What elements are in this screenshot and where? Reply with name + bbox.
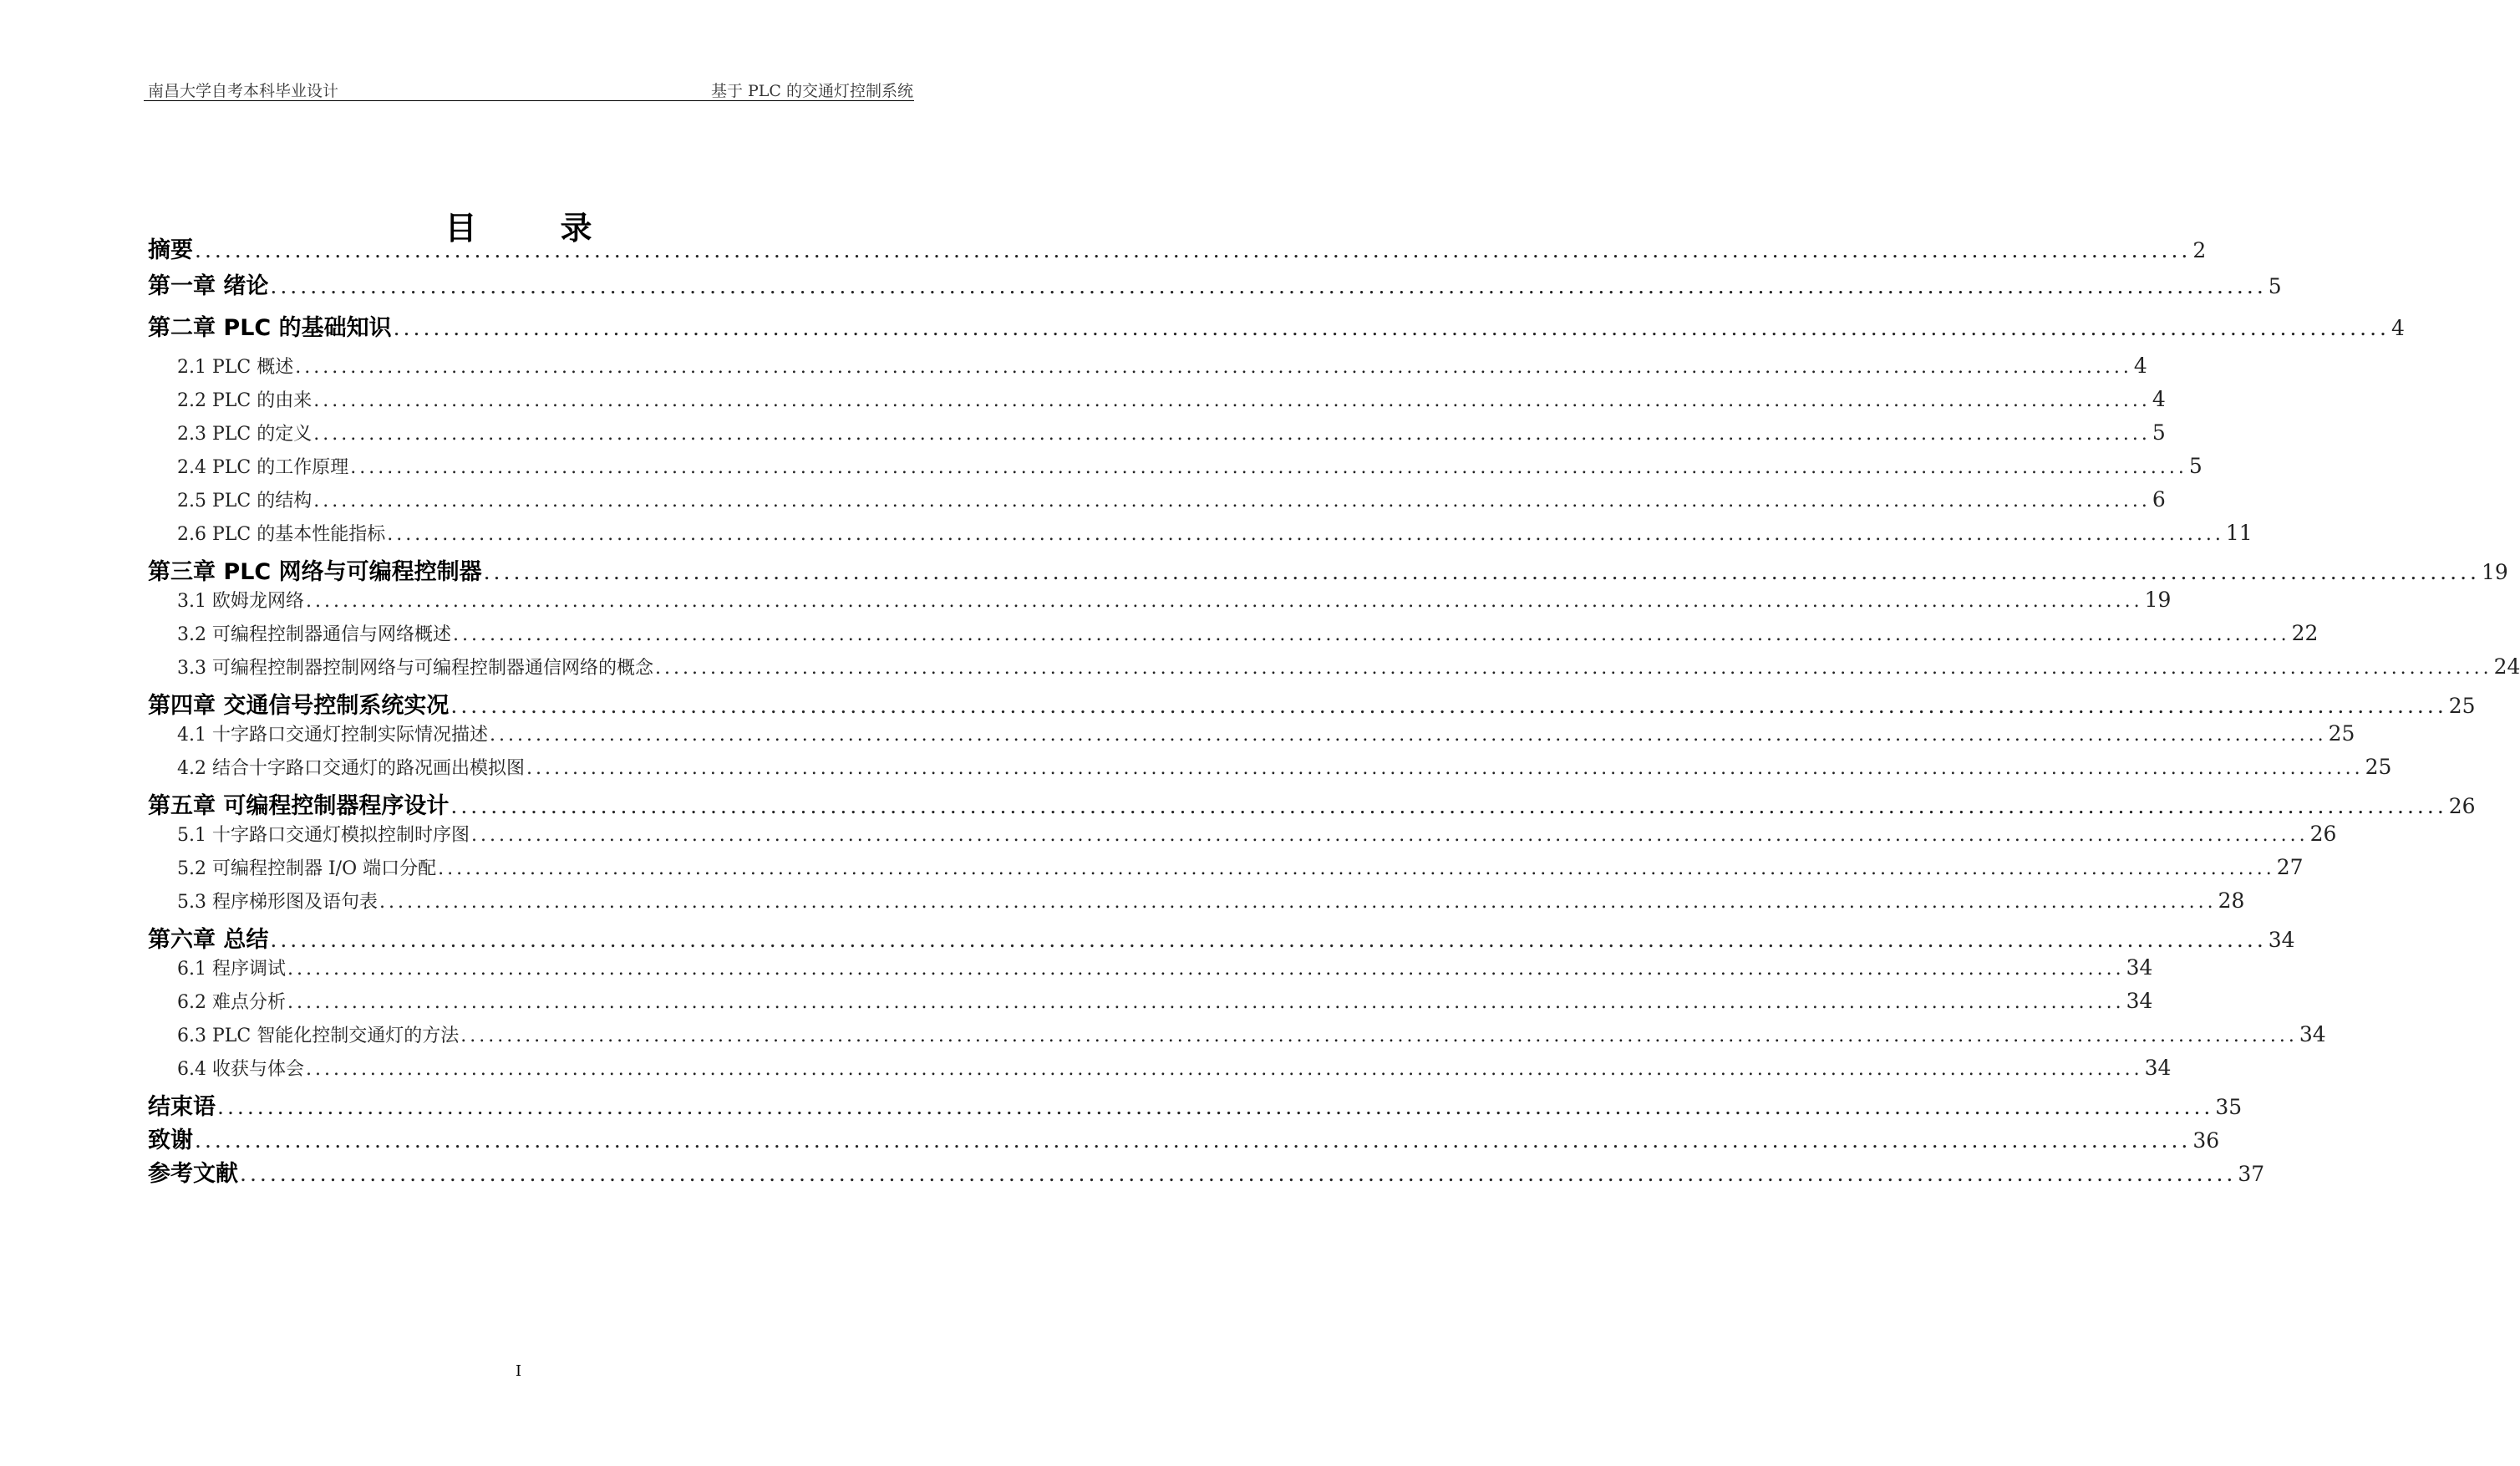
toc-leader-dots: ........................................................................................................................................................................................................ <box>195 1128 2192 1153</box>
toc-entry-page: 5 <box>2268 274 2282 298</box>
toc-entry-page: 37 <box>2238 1162 2265 1186</box>
toc-entry-page: 5 <box>2188 454 2202 478</box>
toc-entry <box>177 954 2153 980</box>
toc-entry-page: 4 <box>2152 387 2166 411</box>
toc-leader-dots: ........................................................................................................................................................................................................ <box>452 624 2290 645</box>
toc-leader-dots: ........................................................................................................................................................................................................ <box>270 928 2267 952</box>
toc-entry-page: 34 <box>2299 1022 2326 1046</box>
toc-entry-page: 22 <box>2291 621 2319 645</box>
toc-leader-dots: ........................................................................................................................................................................................................ <box>483 560 2480 584</box>
header-rule <box>144 100 914 101</box>
toc-entry-label: 5.1 十字路口交通灯模拟控制时序图 <box>177 825 470 846</box>
toc-entry-label: 第五章 可编程控制器程序设计 <box>148 793 450 819</box>
toc-entry-page: 26 <box>2309 822 2337 846</box>
toc-entry <box>177 620 2319 646</box>
toc-leader-dots: ........................................................................................................................................................................................................ <box>313 491 2151 512</box>
toc-entry <box>148 787 2476 820</box>
toc-entry-label: 5.3 程序梯形图及语句表 <box>177 892 378 913</box>
toc-entry-label: 5.2 可编程控制器 I/O 端口分配 <box>177 858 437 879</box>
toc-leader-dots: ........................................................................................................................................................................................................ <box>313 390 2151 411</box>
toc-entry <box>177 520 2253 546</box>
toc-entry <box>177 453 2202 479</box>
toc-entry-page: 34 <box>2268 928 2295 952</box>
toc-entry-page: 24 <box>2493 654 2520 679</box>
toc-entry-page: 34 <box>2126 955 2153 980</box>
toc-entry-label: 6.3 PLC 智能化控制交通灯的方法 <box>177 1026 460 1046</box>
toc-entry <box>177 420 2166 445</box>
toc-leader-dots: ........................................................................................................................................................................................................ <box>387 524 2224 545</box>
toc-entry <box>177 587 2172 613</box>
toc-entry-label: 2.5 PLC 的结构 <box>177 491 312 512</box>
toc-entry-label: 摘要 <box>148 237 193 263</box>
toc-leader-dots: ........................................................................................................................................................................................................ <box>450 694 2447 718</box>
toc-entry-page: 35 <box>2215 1095 2243 1119</box>
toc-entry-page: 19 <box>2144 588 2172 612</box>
toc-entry-label: 6.1 程序调试 <box>177 959 286 980</box>
page-header-left: 南昌大学自考本科毕业设计 <box>148 82 339 100</box>
toc-title: 目录 <box>445 210 676 247</box>
toc-entry-label: 4.1 十字路口交通灯控制实际情况描述 <box>177 725 488 746</box>
toc-entry-page: 26 <box>2448 794 2476 818</box>
toc-entry-label: 4.2 结合十字路口交通灯的路况画出模拟图 <box>177 758 525 779</box>
toc-entry-page: 5 <box>2152 420 2166 445</box>
toc-entry <box>177 1021 2326 1047</box>
toc-entry <box>148 309 2405 342</box>
toc-entry <box>177 720 2355 746</box>
toc-leader-dots: ........................................................................................................................................................................................................ <box>305 591 2143 612</box>
toc-entry-label: 第四章 交通信号控制系统实况 <box>148 693 450 719</box>
toc-entry-label: 3.2 可编程控制器通信与网络概述 <box>177 624 451 645</box>
toc-entry-label: 2.3 PLC 的定义 <box>177 424 312 445</box>
toc-entry-label: 致谢 <box>148 1127 193 1153</box>
toc-leader-dots: ........................................................................................................................................................................................................ <box>654 658 2492 679</box>
toc-entry-label: 2.2 PLC 的由来 <box>177 390 312 411</box>
toc-entry <box>148 553 2508 586</box>
toc-entry-page: 2 <box>2192 238 2207 262</box>
toc-entry-label: 结束语 <box>148 1094 216 1120</box>
toc-entry <box>177 386 2166 412</box>
toc-entry-label: 2.4 PLC 的工作原理 <box>177 457 349 478</box>
toc-entry <box>177 988 2153 1014</box>
toc-entry-page: 11 <box>2225 521 2253 545</box>
toc-entry-page: 4 <box>2390 316 2405 340</box>
toc-entry-label: 第三章 PLC 网络与可编程控制器 <box>148 559 482 585</box>
toc-entry <box>177 754 2392 780</box>
toc-entry <box>148 1122 2220 1154</box>
toc-entry <box>177 888 2245 914</box>
toc-entry-page: 25 <box>2448 694 2476 718</box>
toc-entry-label: 3.3 可编程控制器控制网络与可编程控制器通信网络的概念 <box>177 658 653 679</box>
toc-entry-page: 36 <box>2192 1128 2220 1153</box>
toc-leader-dots: ........................................................................................................................................................................................................ <box>470 825 2309 846</box>
toc-entry <box>177 821 2337 847</box>
toc-leader-dots: ........................................................................................................................................................................................................ <box>350 457 2187 478</box>
toc-leader-dots: ........................................................................................................................................................................................................ <box>526 758 2364 779</box>
footer-page-number: I <box>515 1362 522 1380</box>
toc-leader-dots: ........................................................................................................................................................................................................ <box>240 1162 2237 1186</box>
toc-leader-dots: ........................................................................................................................................................................................................ <box>379 892 2217 913</box>
toc-entry-page: 19 <box>2481 560 2508 584</box>
toc-leader-dots: ........................................................................................................................................................................................................ <box>305 1059 2143 1080</box>
toc-entry-label: 第二章 PLC 的基础知识 <box>148 315 392 341</box>
toc-leader-dots: ........................................................................................................................................................................................................ <box>287 992 2125 1013</box>
toc-entry <box>177 486 2166 512</box>
toc-entry <box>177 654 2520 680</box>
toc-entry-label: 6.4 收获与体会 <box>177 1059 304 1080</box>
toc-entry-page: 25 <box>2328 721 2355 746</box>
toc-leader-dots: ........................................................................................................................................................................................................ <box>287 959 2125 980</box>
toc-entry-label: 2.6 PLC 的基本性能指标 <box>177 524 386 545</box>
toc-leader-dots: ........................................................................................................................................................................................................ <box>313 424 2151 445</box>
toc-entry <box>148 921 2295 954</box>
toc-leader-dots: ........................................................................................................................................................................................................ <box>195 238 2192 262</box>
toc-entry <box>177 854 2304 880</box>
toc-entry <box>148 1155 2265 1188</box>
toc-entry-label: 第一章 绪论 <box>148 273 269 299</box>
toc-leader-dots: ........................................................................................................................................................................................................ <box>489 725 2327 746</box>
toc-entry-page: 34 <box>2126 989 2153 1013</box>
toc-entry <box>148 1088 2243 1121</box>
toc-leader-dots: ........................................................................................................................................................................................................ <box>460 1026 2298 1046</box>
toc-leader-dots: ........................................................................................................................................................................................................ <box>438 858 2275 879</box>
page-header-right: 基于 PLC 的交通灯控制系统 <box>710 82 913 100</box>
toc-entry <box>148 267 2282 300</box>
toc-leader-dots: ........................................................................................................................................................................................................ <box>217 1095 2214 1119</box>
toc-leader-dots: ........................................................................................................................................................................................................ <box>295 357 2132 378</box>
toc-entry <box>177 353 2147 379</box>
toc-entry-label: 6.2 难点分析 <box>177 992 286 1013</box>
toc-entry-page: 27 <box>2276 855 2304 879</box>
toc-entry-label: 3.1 欧姆龙网络 <box>177 591 304 612</box>
toc-entry <box>177 1055 2172 1081</box>
toc-entry-page: 6 <box>2152 487 2166 512</box>
toc-leader-dots: ........................................................................................................................................................................................................ <box>270 274 2267 298</box>
toc-entry-label: 参考文献 <box>148 1161 238 1187</box>
toc-entry-label: 2.1 PLC 概述 <box>177 357 294 378</box>
toc-leader-dots: ........................................................................................................................................................................................................ <box>450 794 2447 818</box>
toc-entry-label: 第六章 总结 <box>148 927 269 953</box>
toc-entry <box>148 232 2207 264</box>
toc-leader-dots: ........................................................................................................................................................................................................ <box>393 316 2390 340</box>
toc-entry <box>148 687 2476 720</box>
toc-entry-page: 25 <box>2365 755 2392 779</box>
toc-entry-page: 34 <box>2144 1056 2172 1080</box>
toc-entry-page: 4 <box>2133 354 2147 378</box>
toc-entry-page: 28 <box>2218 888 2245 913</box>
